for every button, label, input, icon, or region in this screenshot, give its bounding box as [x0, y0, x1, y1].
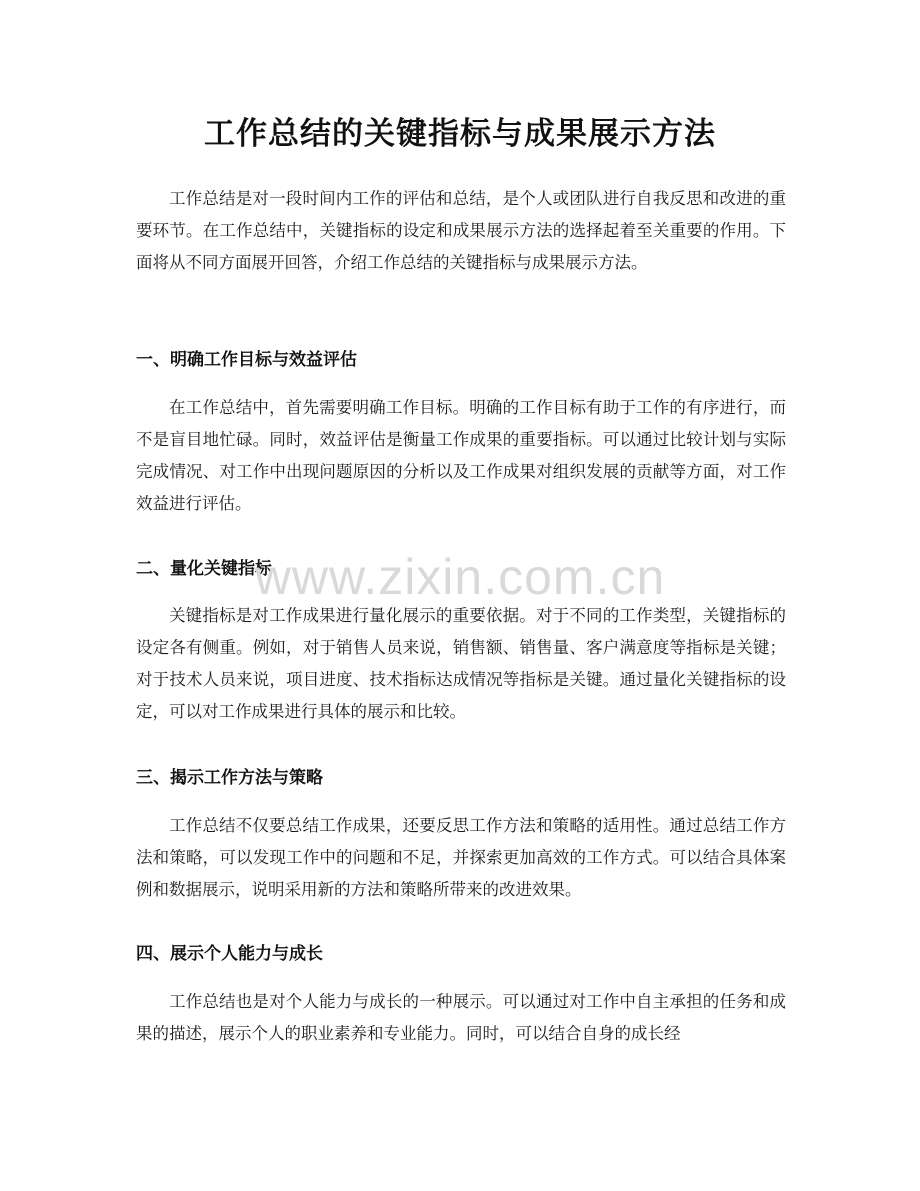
section-body-4: 工作总结也是对个人能力与成长的一种展示。可以通过对工作中自主承担的任务和成果的描述，展示个人的职业素养和专业能力。同时，可以结合自身的成长经	[136, 992, 786, 1043]
section-heading-2: 二、量化关键指标	[136, 559, 272, 579]
watermark: www.zixin.com.cn	[254, 549, 666, 605]
section-heading-3: 三、揭示工作方法与策略	[136, 768, 323, 788]
section-body-3: 工作总结不仅要总结工作成果，还要反思工作方法和策略的适用性。通过总结工作方法和策略，可以发现工作中的问题和不足，并探索更加高效的工作方式。可以结合具体案例和数据展示，说明采用新的方法和策略所带来的改进效果。	[136, 816, 786, 899]
section-body-2: 关键指标是对工作成果进行量化展示的重要依据。对于不同的工作类型，关键指标的设定各有侧重。例如，对于销售人员来说，销售额、销售量、客户满意度等指标是关键；对于技术人员来说，项目进度、技术指标达成情况等指标是关键。通过量化关键指标的设定，可以对工作成果进行具体的展示和比较。	[136, 606, 786, 721]
section-heading-4: 四、展示个人能力与成长	[136, 944, 323, 964]
section-heading-1: 一、明确工作目标与效益评估	[136, 350, 357, 370]
document-title: 工作总结的关键指标与成果展示方法	[204, 116, 716, 152]
section-body-1: 在工作总结中，首先需要明确工作目标。明确的工作目标有助于工作的有序进行，而不是盲目地忙碌。同时，效益评估是衡量工作成果的重要指标。可以通过比较计划与实际完成情况、对工作中出现问题原因的分析以及工作成果对组织发展的贡献等方面，对工作效益进行评估。	[136, 398, 786, 513]
intro-paragraph: 工作总结是对一段时间内工作的评估和总结，是个人或团队进行自我反思和改进的重要环节。在工作总结中，关键指标的设定和成果展示方法的选择起着至关重要的作用。下面将从不同方面展开回答，介绍工作总结的关键指标与成果展示方法。	[136, 189, 786, 272]
